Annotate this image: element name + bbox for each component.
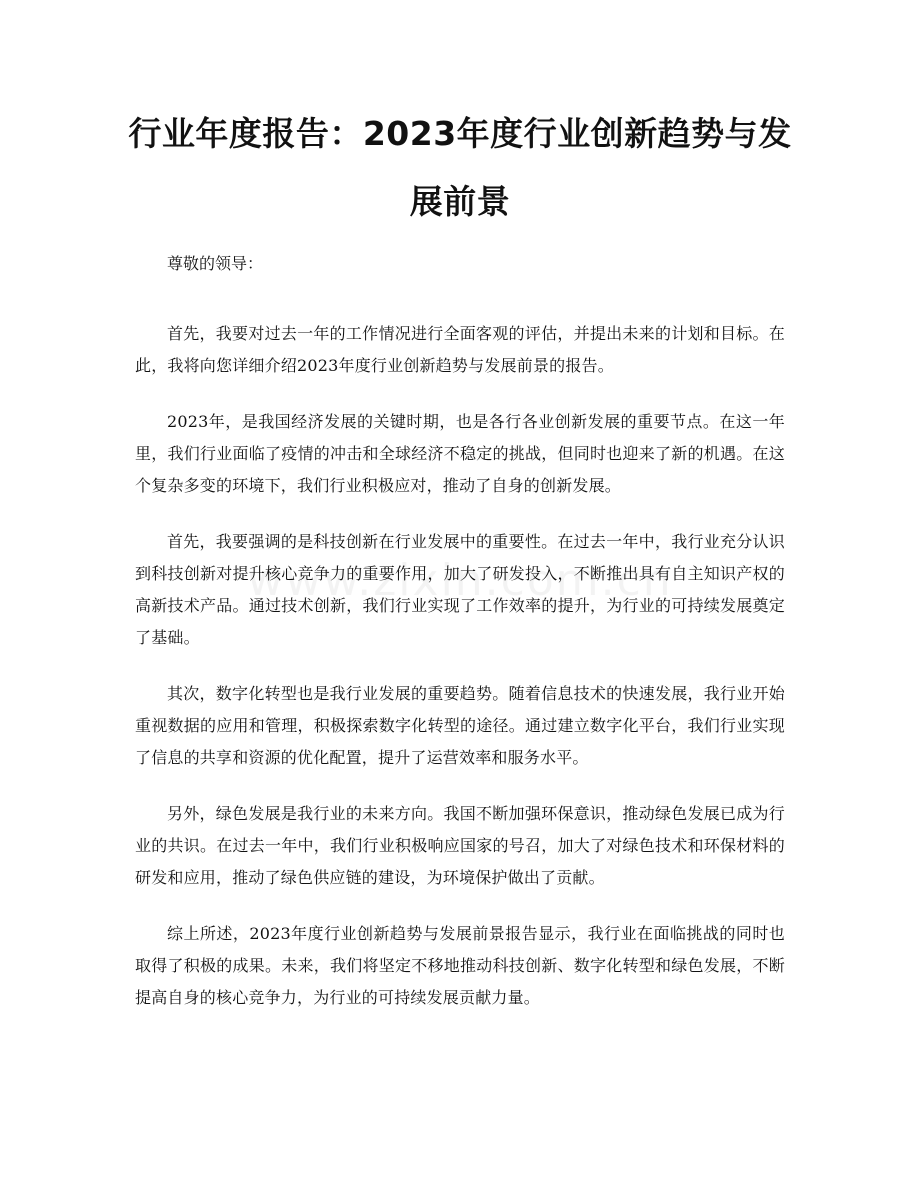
document-title: 行业年度报告：2023年度行业创新趋势与发展前景: [128, 114, 792, 221]
paragraph-3: 首先，我要强调的是科技创新在行业发展中的重要性。在过去一年中，我行业充分认识到科技创新对提升核心竞争力的重要作用，加大了研发投入，不断推出具有自主知识产权的高新技术产品。通过技术创新，我们行业实现了工作效率的提升，为行业的可持续发展奠定了基础。: [135, 532, 785, 647]
salutation: 尊敬的领导：: [167, 254, 264, 273]
paragraph-1: 首先，我要对过去一年的工作情况进行全面客观的评估，并提出未来的计划和目标。在此，我将向您详细介绍2023年度行业创新趋势与发展前景的报告。: [135, 324, 785, 375]
paragraph-5: 另外，绿色发展是我行业的未来方向。我国不断加强环保意识，推动绿色发展已成为行业的共识。在过去一年中，我们行业积极响应国家的号召，加大了对绿色技术和环保材料的研发和应用，推动了绿色供应链的建设，为环境保护做出了贡献。: [135, 804, 785, 887]
document-body: [135, 248, 785, 1038]
paragraph-4: 其次，数字化转型也是我行业发展的重要趋势。随着信息技术的快速发展，我行业开始重视数据的应用和管理，积极探索数字化转型的途径。通过建立数字化平台，我们行业实现了信息的共享和资源的优化配置，提升了运营效率和服务水平。: [135, 684, 785, 767]
paragraph-2: 2023年，是我国经济发展的关键时期，也是各行各业创新发展的重要节点。在这一年里，我们行业面临了疫情的冲击和全球经济不稳定的挑战，但同时也迎来了新的机遇。在这个复杂多变的环境下，我们行业积极应对，推动了自身的创新发展。: [135, 412, 785, 495]
paragraph-6: 综上所述，2023年度行业创新趋势与发展前景报告显示，我行业在面临挑战的同时也取得了积极的成果。未来，我们将坚定不移地推动科技创新、数字化转型和绿色发展，不断提高自身的核心竞争力，为行业的可持续发展贡献力量。: [135, 924, 785, 1007]
